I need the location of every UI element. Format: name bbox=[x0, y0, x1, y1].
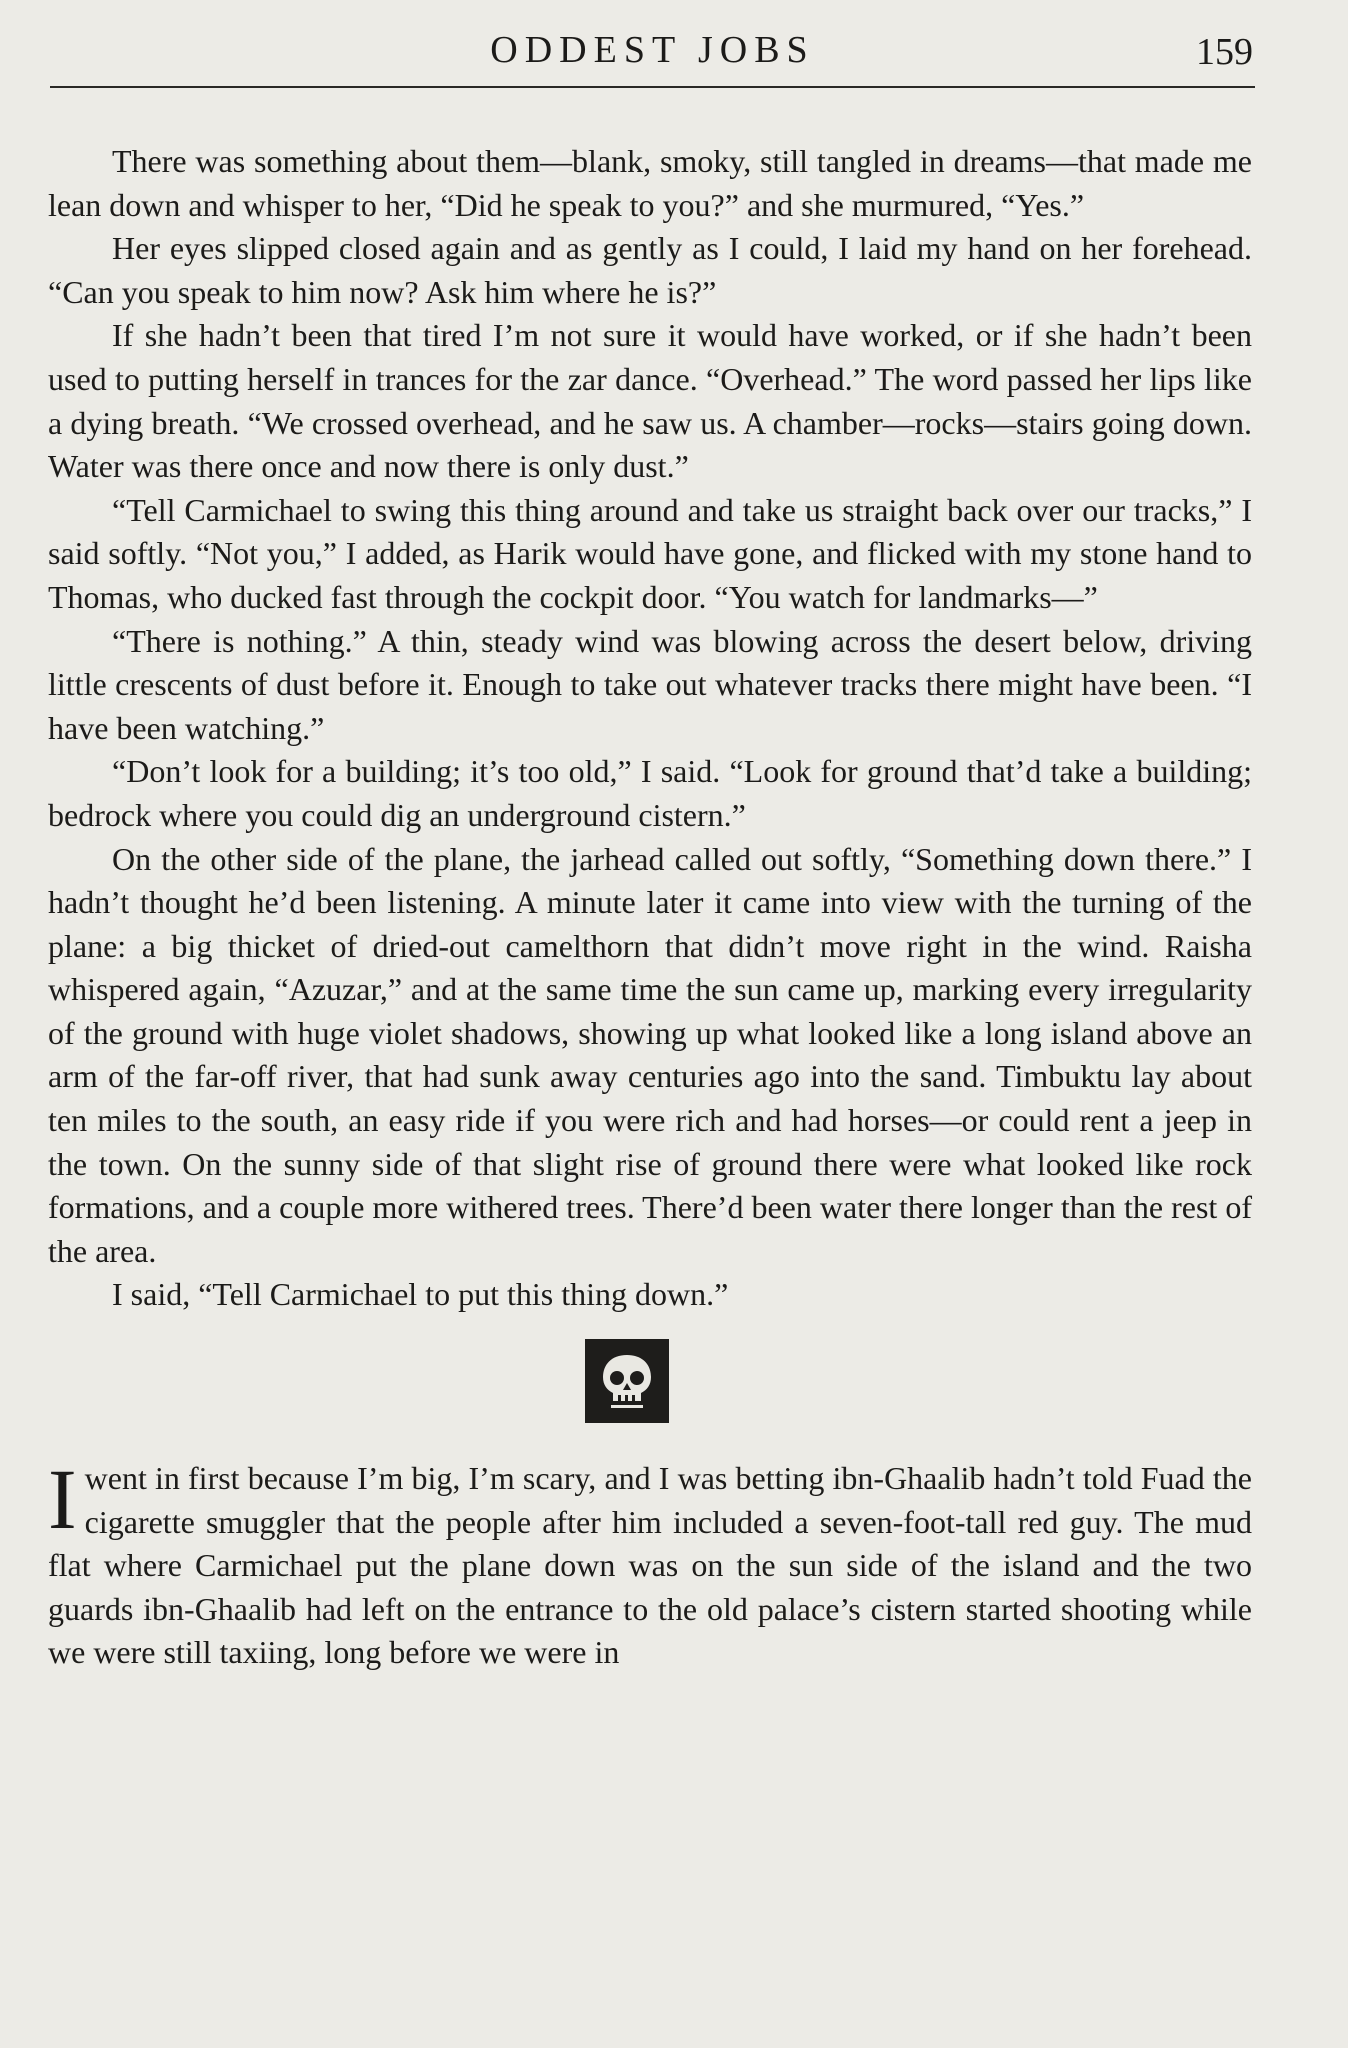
section-opening-paragraph bbox=[48, 1451, 1252, 1675]
running-header bbox=[50, 24, 1255, 88]
running-title: ODDEST JOBS bbox=[490, 29, 815, 71]
paragraph: “Tell Carmichael to swing this thing around and take us straight back over our tracks,” I said softly. “Not you,” I added, as Harik would have gone, and flicked with my stone hand to Thomas, who ducked fast through the cockpit door. “You watch for landmarks—” bbox=[48, 491, 1252, 615]
section-break bbox=[48, 1317, 1252, 1457]
page-body bbox=[48, 140, 1252, 1675]
drop-cap: I bbox=[48, 1451, 77, 1548]
paragraph: If she hadn’t been that tired I’m not sure it would have worked, or if she hadn’t been used to putting herself in trances for the zar dance. “Overhead.” The word passed her lips like a dying breath. “We crossed overhead, and he saw us. A chamber—rocks—stairs going down. Water was there once and now there is only dust.” bbox=[48, 317, 1252, 485]
section-opening-text: went in first because I’m big, I’m scary, and I was betting ibn-Ghaalib hadn’t told Fuad the cigarette smuggler that the people after him included a seven-foot-tall red guy. The mud flat where Carmichael put the plane down was on the sun side of the island and the two guards ibn-Ghaalib had left on the entrance to the old palace’s cistern started shooting while we were still taxiing, long before we were in bbox=[48, 1460, 1252, 1671]
paragraph: “Don’t look for a building; it’s too old,” I said. “Look for ground that’d take a building; bedrock where you could dig an underground cistern.” bbox=[48, 753, 1252, 833]
paragraph: I said, “Tell Carmichael to put this thing down.” bbox=[112, 1276, 729, 1313]
paragraph: There was something about them—blank, smoky, still tangled in dreams—that made me lean down and whisper to her, “Did he speak to you?” and she murmured, “Yes.” bbox=[48, 143, 1252, 223]
paragraph: On the other side of the plane, the jarhead called out softly, “Something down there.” I hadn’t thought he’d been listening. A minute later it came into view with the turning of the plane: a big thicket of dried-out camelthorn that didn’t move right in the wind. Raisha whispered again, “Azuzar,” and at the same time the sun came up, marking every irregularity of the ground with huge violet shadows, showing up what looked like a long island above an arm of the far-off river, that had sunk away centuries ago into the sand. Timbuktu lay about ten miles to the south, an easy ride if you were rich and had horses—or could rent a jeep in the town. On the sunny side of that slight rise of ground there were what looked like rock formations, and a couple more withered trees. There’d been water there longer than the rest of the area. bbox=[48, 840, 1252, 1269]
paragraph: “There is nothing.” A thin, steady wind was blowing across the desert below, driving little crescents of dust before it. Enough to take out whatever tracks there might have been. “I have been watching.” bbox=[48, 622, 1252, 746]
paragraph: Her eyes slipped closed again and as gently as I could, I laid my hand on her forehead. “Can you speak to him now? Ask him where he is?” bbox=[48, 230, 1252, 310]
skull-icon bbox=[585, 1339, 669, 1423]
page-number: 159 bbox=[1196, 31, 1253, 73]
